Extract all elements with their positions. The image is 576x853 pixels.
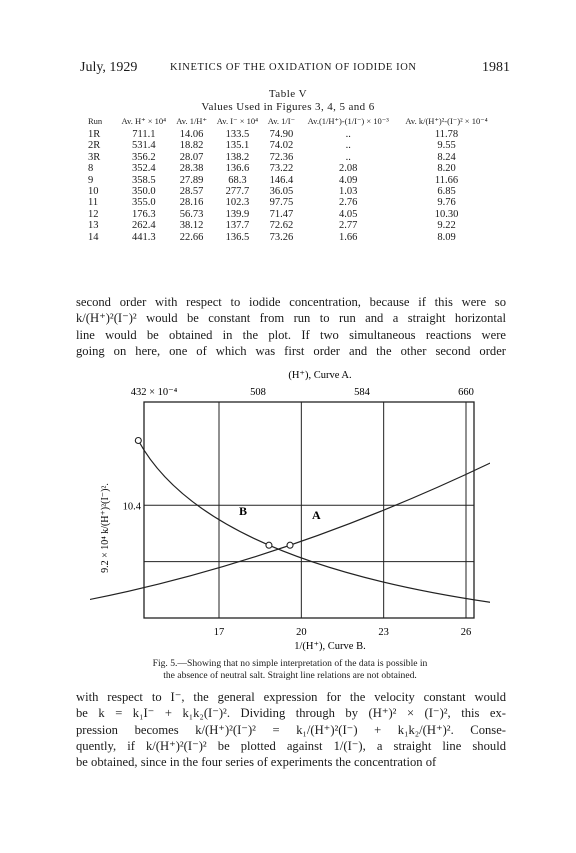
table-cell: 531.4 — [132, 140, 156, 152]
table-cell: 73.22 — [269, 163, 294, 175]
column-header: Av. 1/I⁻ — [267, 116, 296, 126]
text-line: line would be obtained in the plot. If two simultaneous reactions were — [76, 327, 506, 342]
text-line: be k = k₁I⁻ + k₁k₂(I⁻)². Dividing through by (H⁺)² × (I⁻)², this ex- — [76, 706, 506, 721]
table-row — [86, 220, 496, 231]
table-cell: 1R — [88, 129, 101, 140]
top-axis-tick-label: 432 × 10⁻⁴ — [130, 387, 178, 398]
table-cell: 139.9 — [225, 208, 250, 220]
table-cell: 136.6 — [225, 163, 250, 175]
series-a-label: A — [312, 508, 321, 523]
table-cell: 74.02 — [269, 140, 294, 152]
table-cell: 4.09 — [339, 174, 358, 186]
table-cell: 13 — [88, 220, 99, 232]
table-cell: 14 — [88, 231, 99, 243]
table-cell: 2.76 — [339, 197, 358, 209]
table-cell: 711.1 — [132, 129, 156, 140]
text-line: be obtained, since in the four series of experiments the concentration of — [76, 755, 437, 770]
table-cell: 2R — [88, 140, 101, 152]
table-cell: 356.2 — [132, 151, 156, 163]
table-cell: 355.0 — [132, 197, 156, 209]
table-cell: 137.7 — [225, 220, 250, 232]
header-running-title: KINETICS OF THE OXIDATION OF IODIDE ION — [170, 62, 417, 73]
table-cell: 9.22 — [437, 220, 456, 232]
table-cell: 11.66 — [434, 174, 459, 186]
table-cell: 350.0 — [132, 186, 156, 198]
top-axis-tick-label: 508 — [250, 387, 266, 398]
table-row — [86, 197, 496, 208]
table-cell: 10.30 — [434, 208, 459, 220]
table-cell: 56.73 — [179, 208, 204, 220]
table-cell: 2.77 — [339, 220, 358, 232]
table-row — [86, 186, 496, 197]
table-cell: 277.7 — [225, 186, 250, 198]
table-cell: 3R — [88, 151, 101, 163]
table-cell: 358.5 — [132, 174, 156, 186]
table-cell: 8.20 — [437, 163, 456, 175]
table-cell: .. — [345, 129, 351, 140]
series-b-point — [135, 438, 141, 444]
table-cell: 4.05 — [339, 208, 358, 220]
table-row — [86, 140, 496, 151]
figure-caption-line: Fig. 5.—Showing that no simple interpretation of the data is possible in — [152, 658, 428, 669]
series-a-line — [90, 441, 490, 607]
chart-svg — [90, 366, 490, 656]
table-cell: 74.90 — [269, 129, 294, 140]
bottom-axis-tick-label: 17 — [213, 627, 225, 638]
table-row — [86, 163, 496, 174]
table-cell: 102.3 — [225, 197, 250, 209]
table-cell: 11 — [88, 197, 99, 209]
table-cell: 1.66 — [339, 231, 358, 243]
table-cell: 146.4 — [269, 174, 294, 186]
table-cell: 28.07 — [179, 151, 204, 163]
series-b-line — [138, 441, 490, 607]
header-page-number: 1981 — [482, 60, 510, 75]
table-cell: 73.26 — [269, 231, 294, 243]
y-axis-tick-label: 10.4 — [122, 501, 141, 513]
figure-5 — [90, 366, 490, 656]
table-cell: 28.38 — [179, 163, 204, 175]
text-line: with respect to I⁻, the general expression for the velocity constant would — [76, 690, 506, 704]
table-cell: 262.4 — [132, 220, 156, 232]
text-line: quently, if k/(H⁺)²(I⁻)² be plotted against 1/(I⁻), a straight line should — [76, 738, 506, 753]
series-b-label: B — [238, 504, 247, 519]
table-cell: 11.78 — [434, 129, 459, 140]
table-cell: 9 — [88, 174, 94, 186]
table-cell: 176.3 — [132, 208, 156, 220]
table-cell: 72.62 — [269, 220, 294, 232]
text-line: k/(H⁺)²(I⁻)² would be constant from run to run and a straight horizontal — [76, 311, 506, 326]
column-header: Av. 1/H⁺ — [176, 116, 207, 126]
table-cell: 14.06 — [179, 129, 204, 140]
top-axis-title: (H⁺), Curve A. — [288, 370, 352, 381]
bottom-axis-tick-label: 26 — [460, 627, 472, 638]
table-cell: 2.08 — [339, 163, 358, 175]
table-row — [86, 129, 496, 140]
bottom-axis-tick-label: 23 — [378, 627, 389, 638]
top-axis-tick-label: 660 — [458, 387, 474, 398]
table-cell: 1.03 — [339, 186, 358, 198]
running-header — [80, 60, 510, 80]
body-paragraph-2 — [76, 689, 506, 770]
table-cell: 133.5 — [225, 129, 250, 140]
bottom-axis-tick-label: 20 — [296, 627, 307, 638]
table-cell: 28.16 — [179, 197, 204, 209]
table-cell: 10 — [88, 186, 99, 198]
table-cell: 8 — [88, 163, 94, 175]
table-cell: .. — [345, 151, 351, 163]
text-line: going on here, one of which was first order and the other second order — [76, 343, 506, 358]
table-row — [86, 209, 496, 220]
text-line: pression becomes k/(H⁺)²(I⁻)² = k₁/(H⁺)²(I⁻) + k₁k₂/(H⁺)². Conse- — [76, 722, 506, 737]
table-cell: 8.24 — [437, 151, 456, 163]
column-header: Av.(1/H⁺)-(1/I⁻) × 10⁻³ — [307, 116, 389, 126]
table-header-row — [86, 117, 496, 129]
table-cell: 97.75 — [269, 197, 294, 209]
table-cell: 352.4 — [132, 163, 156, 175]
table-cell: 38.12 — [179, 220, 204, 232]
table-cell: 18.82 — [179, 140, 204, 152]
series-b-point — [266, 542, 272, 548]
table-caption: Values Used in Figures 3, 4, 5 and 6 — [201, 101, 375, 113]
body-paragraph-1 — [76, 294, 506, 359]
figure-caption-line: the absence of neutral salt. Straight line relations are not obtained. — [163, 669, 417, 681]
table-cell: 22.66 — [179, 231, 204, 243]
series-a-point — [287, 542, 293, 548]
column-header: Run — [88, 116, 103, 126]
table-cell: 6.85 — [437, 186, 456, 198]
column-header: Av. k/(H⁺)²-(I⁻)² × 10⁻⁴ — [405, 116, 488, 126]
plot-frame — [144, 402, 474, 618]
table-title: Table V — [268, 88, 308, 100]
table-cell: 136.5 — [225, 231, 250, 243]
header-date: July, 1929 — [80, 60, 138, 75]
table-cell: 28.57 — [179, 186, 204, 198]
table-cell: 12 — [88, 208, 99, 220]
table-cell: 68.3 — [228, 174, 247, 186]
bottom-axis-title: 1/(H⁺), Curve B. — [294, 641, 366, 652]
table-cell: 138.2 — [225, 151, 250, 163]
column-header: Av. I⁻ × 10⁴ — [216, 116, 259, 126]
text-line: second order with respect to iodide concentration, because if this were so — [76, 295, 506, 309]
table-cell: 71.47 — [269, 208, 294, 220]
table-cell: 9.55 — [437, 140, 456, 152]
table-cell: 36.05 — [269, 186, 294, 198]
table-row — [86, 175, 496, 186]
y-axis-label: 9.2 × 10⁴ k/(H⁺)²(I⁻)². — [100, 483, 111, 573]
table-cell: 72.36 — [269, 151, 294, 163]
table-cell: 27.89 — [179, 174, 204, 186]
table-cell: 135.1 — [225, 140, 250, 152]
table-cell: 8.09 — [437, 231, 456, 243]
table-row — [86, 232, 496, 243]
figure-caption — [105, 658, 475, 681]
data-table — [86, 117, 496, 243]
column-header: Av. H⁺ × 10⁴ — [121, 116, 167, 126]
table-cell: .. — [345, 140, 351, 152]
table-cell: 441.3 — [132, 231, 156, 243]
top-axis-tick-label: 584 — [354, 387, 370, 398]
table-row — [86, 152, 496, 163]
table-cell: 9.76 — [437, 197, 456, 209]
